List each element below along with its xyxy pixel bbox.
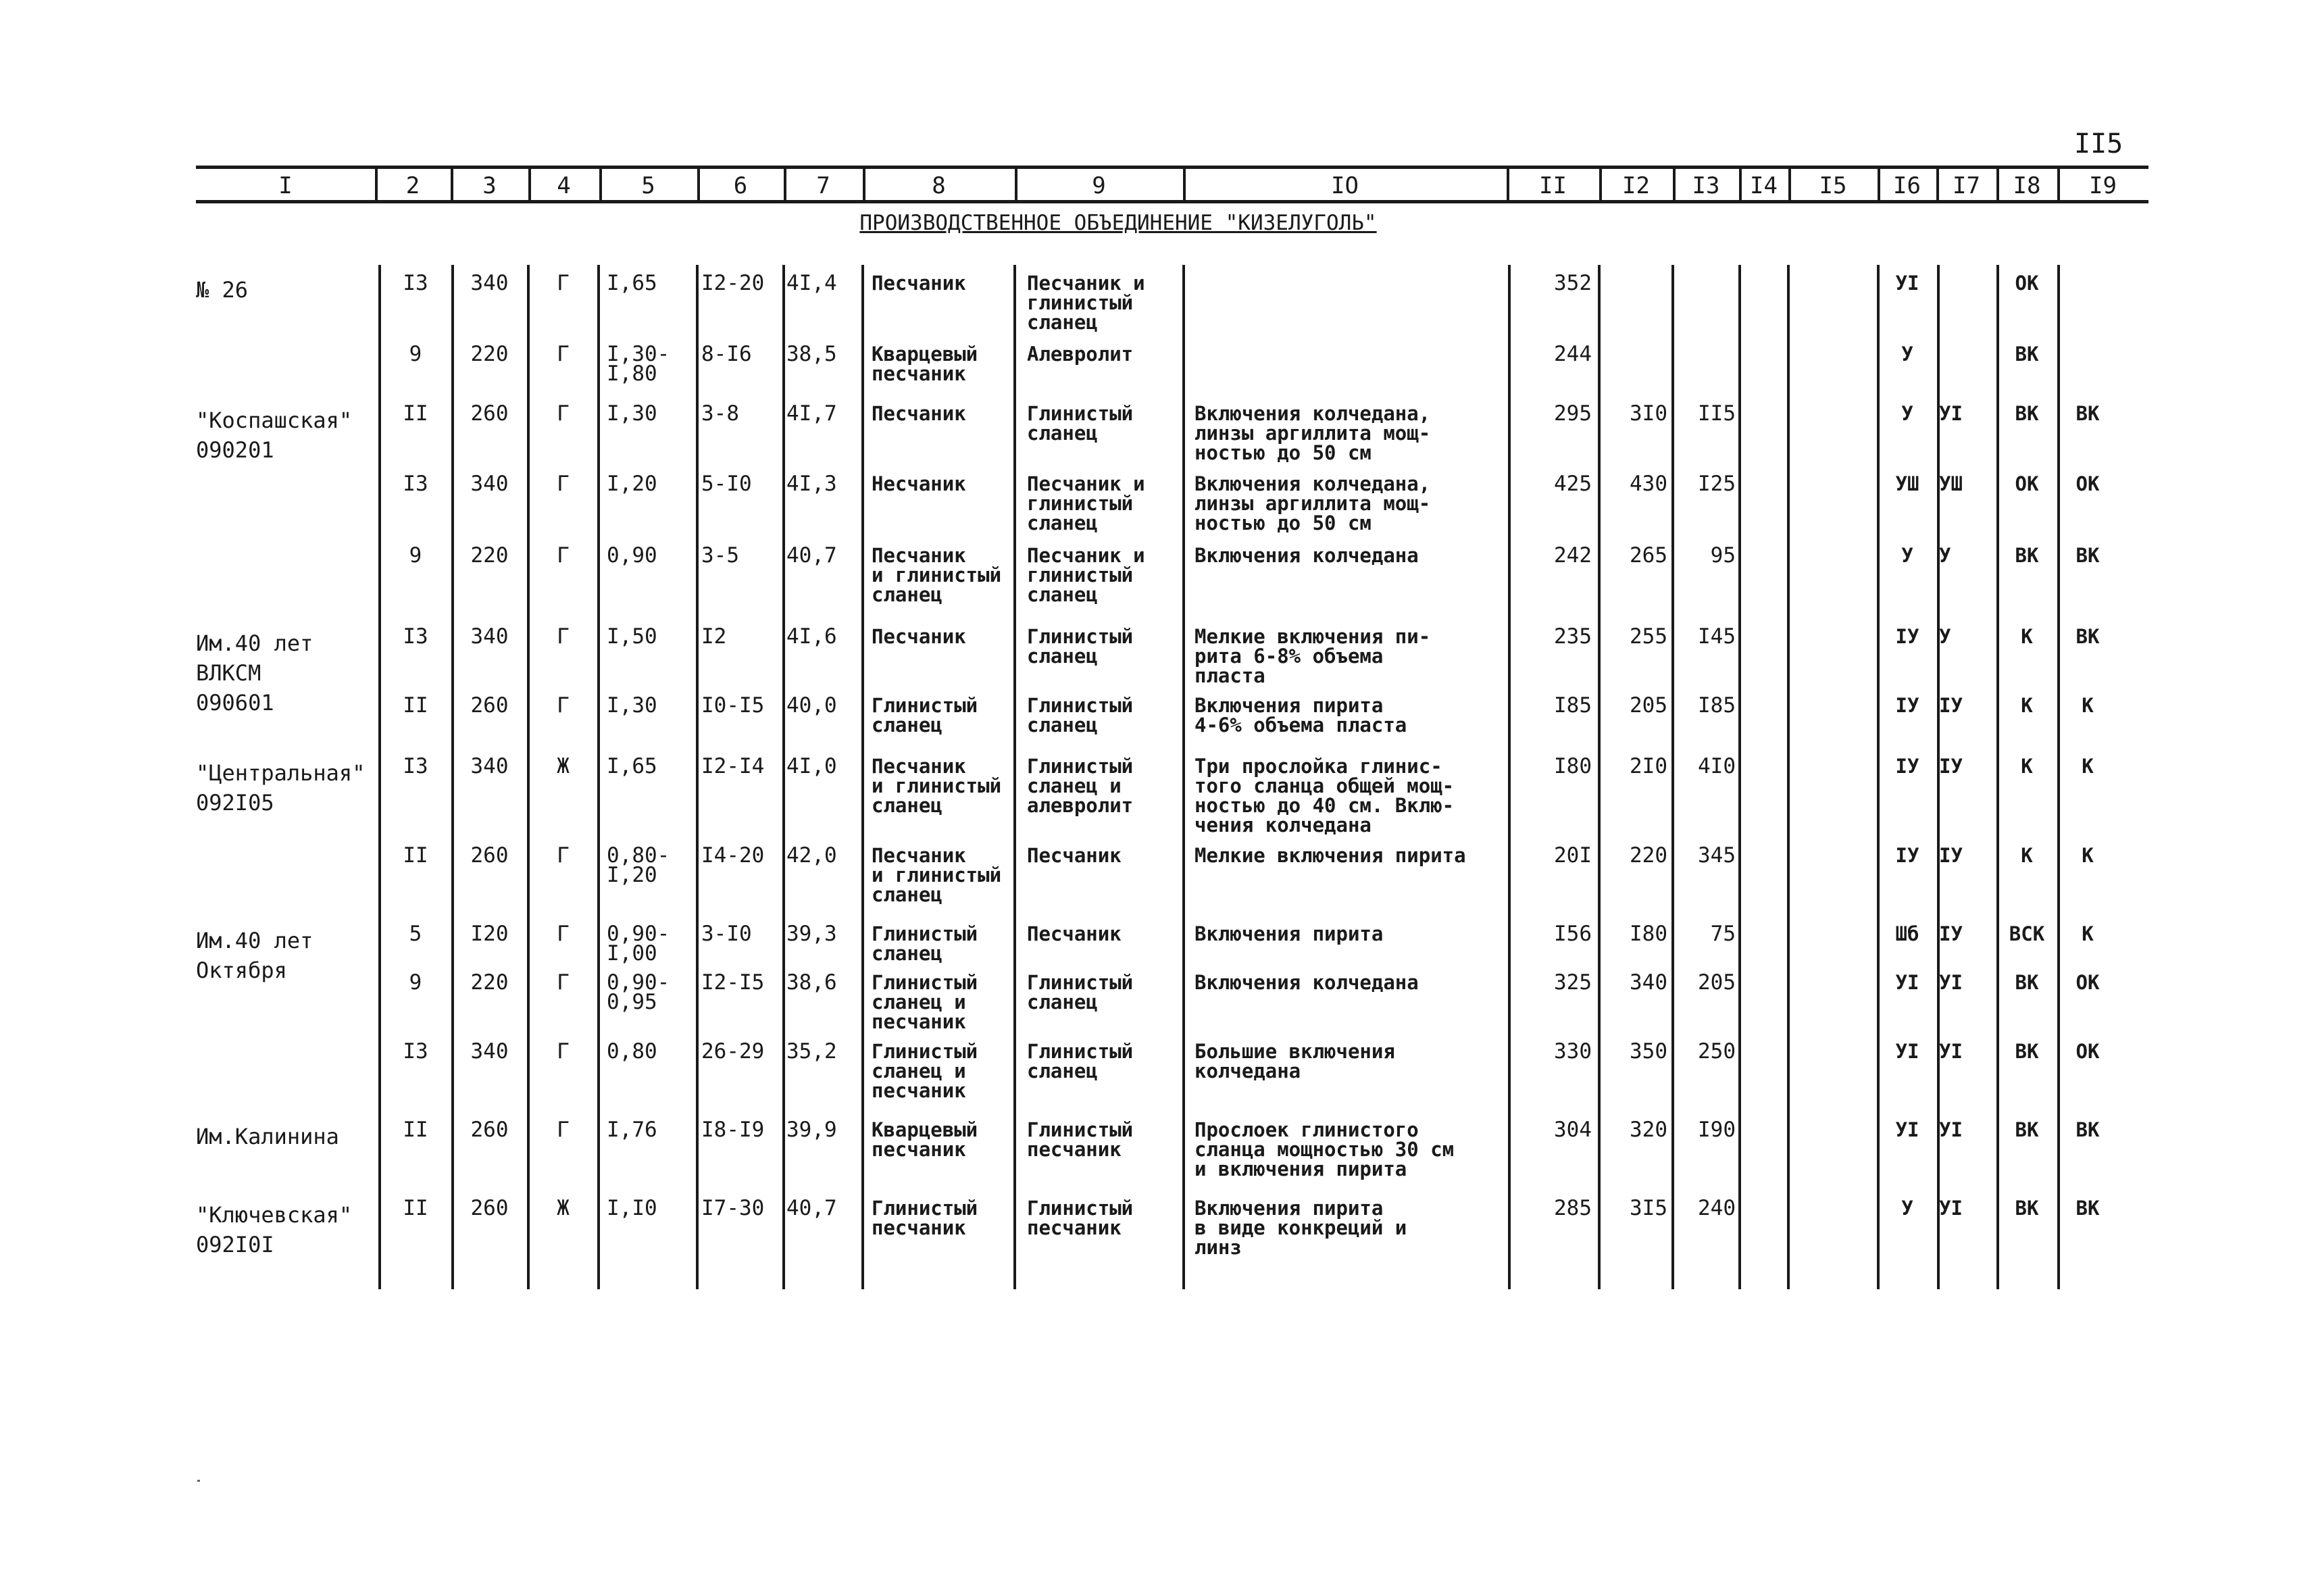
mine-name-cell: Им.40 лет ВЛКСМ 090601 xyxy=(196,630,313,716)
table-cell-col-11: 295 xyxy=(1554,401,1592,426)
table-col-separator xyxy=(1013,265,1016,1289)
table-cell-col-18: ВК xyxy=(2015,544,2039,567)
association-title: ПРОИЗВОДСТВЕННОЕ ОБЪЕДИНЕНИЕ "КИЗЕЛУГОЛЬ" xyxy=(859,211,1377,235)
table-cell-col-8: Глинистый сланец xyxy=(872,922,978,965)
table-cell-col-12: 265 xyxy=(1630,543,1667,568)
table-cell-col-18: ВК xyxy=(2015,402,2039,425)
table-cell-col-8: Кварцевый песчаник xyxy=(872,343,978,385)
table-cell-col-19: ВК xyxy=(2076,1118,2100,1141)
page-number: II5 xyxy=(2074,128,2123,159)
column-header-6: 6 xyxy=(733,172,748,199)
table-cell-col-7: 4I,6 xyxy=(786,624,837,649)
table-cell-col-9: Глинистый сланец xyxy=(1027,625,1134,668)
table-cell-col-9: Глинистый песчаник xyxy=(1027,1197,1134,1239)
column-header-3: 3 xyxy=(482,172,497,199)
table-cell-col-7: 38,6 xyxy=(786,970,837,995)
table-cell-col-2: I3 xyxy=(403,754,428,778)
mine-name-cell: "Центральная" 092I05 xyxy=(196,760,366,816)
table-col-separator xyxy=(696,265,699,1289)
table-cell-col-3: 220 xyxy=(470,970,509,995)
table-cell-col-19: К xyxy=(2082,755,2094,778)
table-cell-col-10: Включения колчедана, линзы аргиллита мощ- ностью до 50 см xyxy=(1194,472,1431,534)
table-cell-col-9: Глинистый сланец xyxy=(1027,1040,1134,1082)
table-cell-col-11: 425 xyxy=(1554,472,1592,496)
table-col-separator xyxy=(1598,265,1601,1289)
table-cell-col-9: Песчаник и глинистый сланец xyxy=(1027,472,1145,534)
table-cell-col-5: I,20 xyxy=(607,472,657,496)
table-col-separator xyxy=(2057,265,2060,1289)
table-cell-col-3: 340 xyxy=(470,754,509,778)
table-cell-col-19: К xyxy=(2082,922,2094,945)
table-cell-col-2: I3 xyxy=(403,624,428,649)
table-cell-col-19: ВК xyxy=(2076,1197,2100,1220)
table-cell-col-17: У xyxy=(1939,544,1951,567)
table-cell-col-6: I0-I5 xyxy=(701,693,765,718)
table-cell-col-16: УI xyxy=(1895,1040,1919,1063)
table-cell-col-16: УI xyxy=(1895,971,1919,994)
column-header-10: IO xyxy=(1331,172,1359,199)
table-cell-col-18: ВК xyxy=(2015,971,2039,994)
table-cell-col-7: 40,0 xyxy=(786,693,837,718)
table-cell-col-2: 9 xyxy=(409,543,422,568)
table-cell-col-11: 285 xyxy=(1554,1196,1592,1220)
table-cell-col-18: ВСК xyxy=(2009,922,2045,945)
table-cell-col-4: Г xyxy=(557,342,570,366)
table-cell-col-8: Песчаник и глинистый сланец xyxy=(872,755,1002,817)
table-cell-col-7: 39,3 xyxy=(786,922,837,946)
table-cell-col-13: 240 xyxy=(1698,1196,1736,1220)
table-cell-col-18: ВК xyxy=(2015,1040,2039,1063)
table-cell-col-3: 340 xyxy=(470,271,509,295)
table-cell-col-3: 260 xyxy=(470,1118,509,1142)
table-col-separator xyxy=(1787,265,1790,1289)
table-col-separator xyxy=(782,265,785,1289)
table-cell-col-3: I20 xyxy=(470,922,509,946)
table-cell-col-10: Мелкие включения пирита xyxy=(1194,844,1466,867)
table-cell-col-7: 4I,0 xyxy=(786,754,837,778)
table-cell-col-9: Глинистый сланец xyxy=(1027,402,1134,445)
table-cell-col-5: 0,90 xyxy=(607,543,657,568)
table-cell-col-6: I2-20 xyxy=(701,271,765,295)
table-cell-col-2: 9 xyxy=(409,342,422,366)
table-cell-col-17: УI xyxy=(1939,402,1963,425)
table-cell-col-16: УI xyxy=(1895,272,1919,295)
table-cell-col-9: Глинистый сланец xyxy=(1027,971,1134,1014)
table-col-separator xyxy=(1738,265,1741,1289)
table-cell-col-10: Включения колчедана xyxy=(1194,544,1419,567)
table-cell-col-3: 340 xyxy=(470,624,509,649)
table-cell-col-7: 42,0 xyxy=(786,843,837,868)
table-cell-col-17: IУ xyxy=(1939,844,1963,867)
table-cell-col-19: К xyxy=(2082,694,2094,717)
table-cell-col-6: I2 xyxy=(701,624,727,649)
table-cell-col-17: У xyxy=(1939,625,1951,648)
table-cell-col-5: I,30- I,80 xyxy=(607,342,670,386)
table-cell-col-13: 95 xyxy=(1710,543,1736,568)
table-cell-col-13: 75 xyxy=(1710,922,1736,946)
table-cell-col-10: Включения пирита 4-6% объема пласта xyxy=(1194,694,1407,737)
table-cell-col-6: 3-8 xyxy=(701,401,739,426)
table-cell-col-13: 250 xyxy=(1698,1039,1736,1064)
table-cell-col-12: 340 xyxy=(1630,970,1667,995)
table-cell-col-6: 5-I0 xyxy=(701,472,752,496)
table-cell-col-10: Включения колчедана xyxy=(1194,971,1419,994)
column-header-13: I3 xyxy=(1692,172,1720,199)
table-cell-col-2: II xyxy=(403,693,428,718)
table-col-separator xyxy=(1671,265,1674,1289)
table-cell-col-6: 8-I6 xyxy=(701,342,752,366)
table-cell-col-6: 26-29 xyxy=(701,1039,765,1064)
table-cell-col-16: УI xyxy=(1895,1118,1919,1141)
table-cell-col-19: К xyxy=(2082,844,2094,867)
table-col-separator xyxy=(527,265,530,1289)
table-cell-col-18: К xyxy=(2021,694,2033,717)
table-cell-col-12: 430 xyxy=(1630,472,1667,496)
table-cell-col-2: I3 xyxy=(403,472,428,496)
column-header-14: I4 xyxy=(1750,172,1778,199)
table-cell-col-12: 350 xyxy=(1630,1039,1667,1064)
table-col-separator xyxy=(1877,265,1880,1289)
table-cell-col-9: Песчаник и глинистый сланец xyxy=(1027,544,1145,606)
mine-name-cell: № 26 xyxy=(196,277,249,303)
table-cell-col-2: 5 xyxy=(409,922,422,946)
column-header-15: I5 xyxy=(1819,172,1847,199)
table-cell-col-10: Включения пирита xyxy=(1194,922,1384,945)
table-cell-col-2: II xyxy=(403,1196,428,1220)
table-cell-col-5: 0,90- 0,95 xyxy=(607,970,670,1014)
table-cell-col-4: Ж xyxy=(557,1196,570,1220)
table-cell-col-19: ОК xyxy=(2076,971,2100,994)
table-cell-col-2: I3 xyxy=(403,271,428,295)
table-cell-col-18: ВК xyxy=(2015,1197,2039,1220)
table-cell-col-5: 0,90- I,00 xyxy=(607,922,670,966)
table-cell-col-8: Песчаник xyxy=(872,625,966,648)
table-cell-col-7: 4I,4 xyxy=(786,271,837,295)
table-cell-col-3: 220 xyxy=(470,543,509,568)
table-cell-col-3: 340 xyxy=(470,472,509,496)
table-cell-col-8: Несчаник xyxy=(872,472,966,495)
table-cell-col-6: 3-5 xyxy=(701,543,739,568)
table-cell-col-16: У xyxy=(1901,402,1913,425)
table-cell-col-18: ОК xyxy=(2015,472,2039,495)
table-cell-col-8: Глинистый сланец и песчаник xyxy=(872,1040,978,1102)
table-cell-col-4: Г xyxy=(557,1039,570,1064)
table-cell-col-5: I,30 xyxy=(607,401,657,426)
table-cell-col-18: К xyxy=(2021,844,2033,867)
table-cell-col-9: Глинистый сланец xyxy=(1027,694,1134,737)
table-cell-col-16: IУ xyxy=(1895,625,1919,648)
table-cell-col-12: 3I0 xyxy=(1630,401,1667,426)
table-col-separator xyxy=(1996,265,1999,1289)
column-header-5: 5 xyxy=(641,172,655,199)
table-cell-col-6: 3-I0 xyxy=(701,922,752,946)
table-cell-col-16: У xyxy=(1901,1197,1913,1220)
table-cell-col-5: I,65 xyxy=(607,754,657,778)
table-cell-col-4: Г xyxy=(557,693,570,718)
table-cell-col-10: Включения колчедана, линзы аргиллита мощ- ностью до 50 см xyxy=(1194,402,1431,464)
table-cell-col-10: Большие включения колчедана xyxy=(1194,1040,1395,1082)
table-cell-col-19: ВК xyxy=(2076,544,2100,567)
table-cell-col-18: ВК xyxy=(2015,343,2039,366)
table-cell-col-13: 4I0 xyxy=(1698,754,1736,778)
table-cell-col-16: У xyxy=(1901,544,1913,567)
table-cell-col-7: 39,9 xyxy=(786,1118,837,1142)
table-cell-col-18: К xyxy=(2021,755,2033,778)
mine-name-cell: Им.40 лет Октября xyxy=(196,928,313,983)
table-cell-col-12: 320 xyxy=(1630,1118,1667,1142)
mine-name-cell: Им.Калинина xyxy=(196,1124,339,1149)
table-cell-col-9: Песчаник и глинистый сланец xyxy=(1027,272,1145,334)
table-cell-col-13: II5 xyxy=(1698,401,1736,426)
table-cell-col-13: I45 xyxy=(1698,624,1736,649)
column-header-16: I6 xyxy=(1893,172,1921,199)
table-cell-col-18: ОК xyxy=(2015,272,2039,295)
table-cell-col-10: Прослоек глинистого сланца мощностью 30 см и включения пирита xyxy=(1194,1118,1455,1180)
table-cell-col-11: I85 xyxy=(1554,693,1592,718)
table-cell-col-5: I,30 xyxy=(607,693,657,718)
table-cell-col-4: Г xyxy=(557,472,570,496)
table-cell-col-11: 235 xyxy=(1554,624,1592,649)
table-cell-col-4: Г xyxy=(557,543,570,568)
table-cell-col-16: IУ xyxy=(1895,755,1919,778)
table-col-separator xyxy=(378,265,381,1289)
table-cell-col-4: Г xyxy=(557,922,570,946)
table-cell-col-13: I85 xyxy=(1698,693,1736,718)
table-cell-col-7: 40,7 xyxy=(786,1196,837,1220)
table-cell-col-16: Шб xyxy=(1895,922,1919,945)
table-cell-col-19: ОК xyxy=(2076,472,2100,495)
column-header-18: I8 xyxy=(2013,172,2041,199)
table-cell-col-17: УI xyxy=(1939,1118,1963,1141)
table-cell-col-13: I90 xyxy=(1698,1118,1736,1142)
table-cell-col-17: УI xyxy=(1939,971,1963,994)
table-cell-col-18: К xyxy=(2021,625,2033,648)
table-cell-col-8: Кварцевый песчаник xyxy=(872,1118,978,1161)
table-cell-col-6: I8-I9 xyxy=(701,1118,765,1142)
column-header-1: I xyxy=(278,172,293,199)
table-cell-col-7: 4I,7 xyxy=(786,401,837,426)
table-cell-col-3: 260 xyxy=(470,843,509,868)
table-cell-col-19: ВК xyxy=(2076,625,2100,648)
table-cell-col-4: Г xyxy=(557,401,570,426)
table-cell-col-2: II xyxy=(403,843,428,868)
table-cell-col-11: 244 xyxy=(1554,342,1592,366)
table-cell-col-10: Мелкие включения пи- рита 6-8% объема пласта xyxy=(1194,625,1431,687)
mine-name-cell: "Коспашская" 090201 xyxy=(196,407,353,463)
table-cell-col-19: ВК xyxy=(2076,402,2100,425)
table-cell-col-12: 2I0 xyxy=(1630,754,1667,778)
table-col-separator xyxy=(597,265,600,1289)
table-cell-col-17: УI xyxy=(1939,1040,1963,1063)
table-cell-col-16: IУ xyxy=(1895,844,1919,867)
column-header-12: I2 xyxy=(1622,172,1650,199)
table-cell-col-16: У xyxy=(1901,343,1913,366)
table-cell-col-16: IУ xyxy=(1895,694,1919,717)
table-cell-col-4: Г xyxy=(557,970,570,995)
table-cell-col-4: Ж xyxy=(557,754,570,778)
table-cell-col-17: УШ xyxy=(1939,472,1963,495)
table-cell-col-11: 242 xyxy=(1554,543,1592,568)
table-cell-col-5: I,I0 xyxy=(607,1196,657,1220)
table-cell-col-2: II xyxy=(403,1118,428,1142)
table-cell-col-12: I80 xyxy=(1630,922,1667,946)
table-cell-col-11: 330 xyxy=(1554,1039,1592,1064)
table-cell-col-8: Глинистый сланец xyxy=(872,694,978,737)
table-cell-col-7: 38,5 xyxy=(786,342,837,366)
table-cell-col-9: Песчаник xyxy=(1027,844,1122,867)
table-cell-col-9: Глинистый песчаник xyxy=(1027,1118,1134,1161)
table-cell-col-18: ВК xyxy=(2015,1118,2039,1141)
table-cell-col-12: 255 xyxy=(1630,624,1667,649)
mine-name-cell: "Ключевская" 092I0I xyxy=(196,1202,353,1257)
table-cell-col-17: IУ xyxy=(1939,755,1963,778)
column-header-9: 9 xyxy=(1092,172,1106,199)
table-cell-col-7: 4I,3 xyxy=(786,472,837,496)
table-cell-col-5: I,50 xyxy=(607,624,657,649)
table-cell-col-12: 3I5 xyxy=(1630,1196,1667,1220)
table-cell-col-13: I25 xyxy=(1698,472,1736,496)
table-cell-col-3: 220 xyxy=(470,342,509,366)
table-cell-col-12: 220 xyxy=(1630,843,1667,868)
table-cell-col-7: 35,2 xyxy=(786,1039,837,1064)
column-header-4: 4 xyxy=(557,172,571,199)
table-cell-col-2: 9 xyxy=(409,970,422,995)
column-header-19: I9 xyxy=(2089,172,2117,199)
table-cell-col-6: I7-30 xyxy=(701,1196,765,1220)
column-header-11: II xyxy=(1539,172,1567,199)
table-cell-col-11: 304 xyxy=(1554,1118,1592,1142)
table-cell-col-10: Три прослойка глинис- того сланца общей мощ- ностью до 40 см. Вклю- чения колчедана xyxy=(1194,755,1455,837)
table-cell-col-9: Песчаник xyxy=(1027,922,1122,945)
table-cell-col-5: I,76 xyxy=(607,1118,657,1142)
table-cell-col-3: 260 xyxy=(470,401,509,426)
table-cell-col-6: I2-I4 xyxy=(701,754,765,778)
table-cell-col-12: 205 xyxy=(1630,693,1667,718)
table-cell-col-17: УI xyxy=(1939,1197,1963,1220)
table-cell-col-5: I,65 xyxy=(607,271,657,295)
table-cell-col-2: I3 xyxy=(403,1039,428,1064)
table-cell-col-17: IУ xyxy=(1939,922,1963,945)
table-cell-col-5: 0,80- I,20 xyxy=(607,843,670,887)
table-cell-col-4: Г xyxy=(557,843,570,868)
header-top-rule xyxy=(196,166,2148,169)
table-cell-col-8: Песчаник xyxy=(872,402,966,425)
table-cell-col-11: I56 xyxy=(1554,922,1592,946)
table-cell-col-4: Г xyxy=(557,1118,570,1142)
table-cell-col-16: УШ xyxy=(1895,472,1919,495)
column-header-7: 7 xyxy=(816,172,830,199)
table-cell-col-10: Включения пирита в виде конкреций и линз xyxy=(1194,1197,1407,1259)
table-cell-col-11: 20I xyxy=(1554,843,1592,868)
table-cell-col-3: 260 xyxy=(470,693,509,718)
table-cell-col-6: I2-I5 xyxy=(701,970,765,995)
table-cell-col-13: 205 xyxy=(1698,970,1736,995)
table-cell-col-8: Песчаник и глинистый сланец xyxy=(872,844,1002,906)
table-cell-col-6: I4-20 xyxy=(701,843,765,868)
table-cell-col-13: 345 xyxy=(1698,843,1736,868)
table-cell-col-9: Глинистый сланец и алевролит xyxy=(1027,755,1134,817)
table-col-separator xyxy=(1182,265,1185,1289)
table-cell-col-17: IУ xyxy=(1939,694,1963,717)
table-cell-col-8: Песчаник и глинистый сланец xyxy=(872,544,1002,606)
table-cell-col-19: ОК xyxy=(2076,1040,2100,1063)
table-cell-col-7: 40,7 xyxy=(786,543,837,568)
table-cell-col-11: 352 xyxy=(1554,271,1592,295)
column-header-17: I7 xyxy=(1953,172,1980,199)
column-header-8: 8 xyxy=(932,172,946,199)
table-cell-col-8: Песчаник xyxy=(872,272,966,295)
table-cell-col-4: Г xyxy=(557,271,570,295)
table-cell-col-8: Глинистый песчаник xyxy=(872,1197,978,1239)
table-cell-col-9: Алевролит xyxy=(1027,343,1134,366)
table-cell-col-8: Глинистый сланец и песчаник xyxy=(872,971,978,1033)
scan-speck xyxy=(197,1480,200,1482)
table-col-separator xyxy=(861,265,864,1289)
table-cell-col-5: 0,80 xyxy=(607,1039,657,1064)
table-cell-col-4: Г xyxy=(557,624,570,649)
table-cell-col-11: 325 xyxy=(1554,970,1592,995)
table-cell-col-3: 260 xyxy=(470,1196,509,1220)
column-header-2: 2 xyxy=(405,172,420,199)
table-cell-col-3: 340 xyxy=(470,1039,509,1064)
table-cell-col-2: II xyxy=(403,401,428,426)
table-cell-col-11: I80 xyxy=(1554,754,1592,778)
